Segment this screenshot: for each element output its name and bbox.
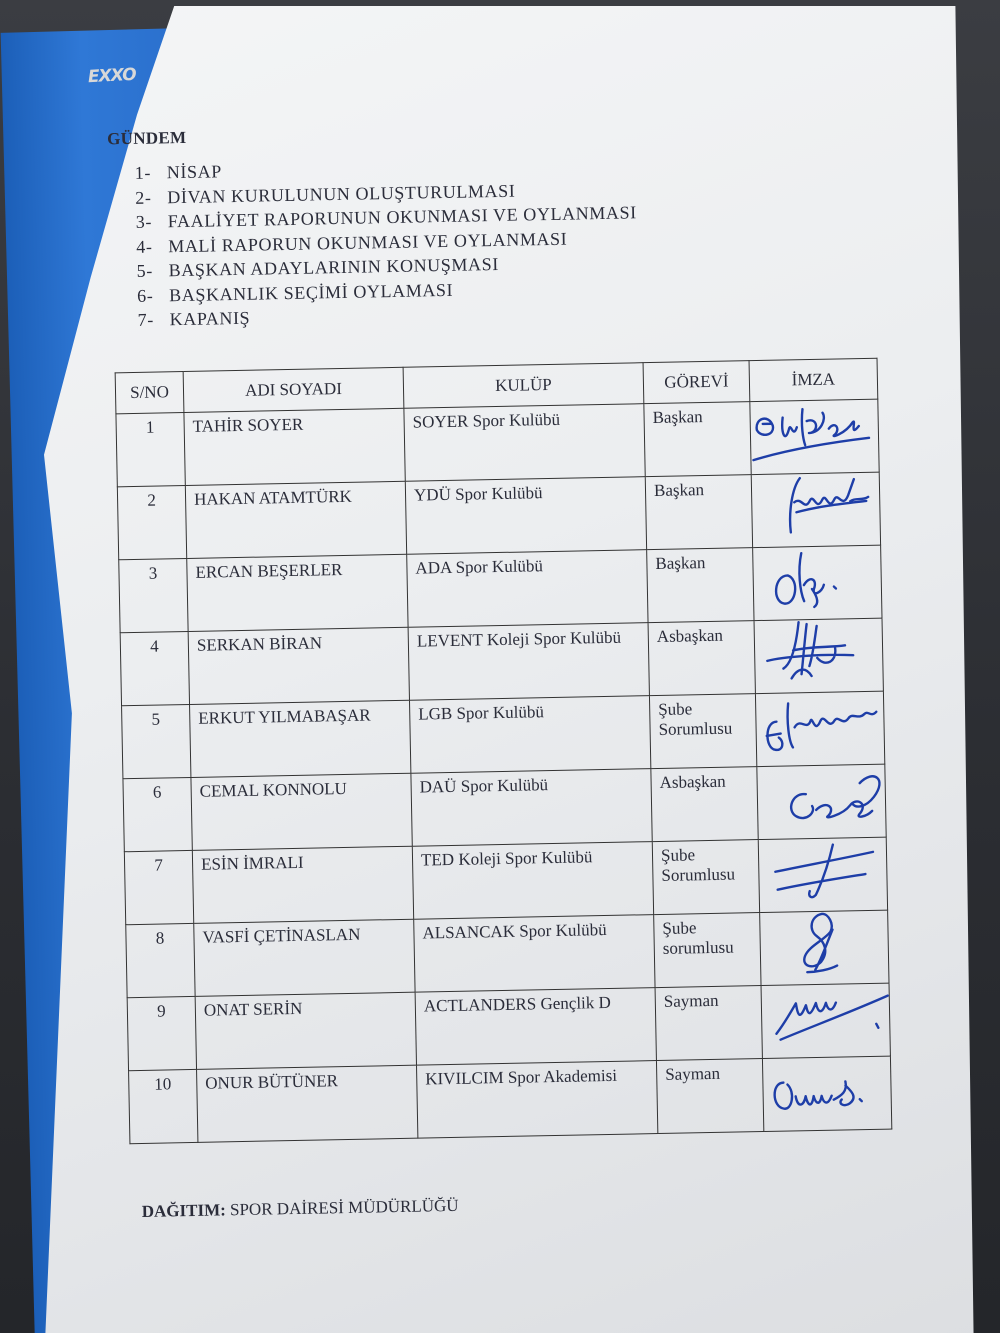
agenda-number: 1- [134, 162, 152, 183]
cell-sno: 9 [127, 996, 196, 1070]
cell-sno: 10 [129, 1069, 198, 1143]
distribution-line [142, 1196, 459, 1222]
cell-role: Şube sorumlusu [654, 913, 761, 988]
handwritten-signature [755, 763, 886, 831]
header-role: GÖREVİ [643, 361, 750, 404]
cell-club: ADA Spor Kulübü [407, 550, 648, 628]
cell-name: CEMAL KONNOLU [191, 773, 412, 850]
cell-name: ESİN İMRALI [192, 846, 413, 923]
agenda-number: 7- [137, 309, 155, 330]
cell-signature [750, 399, 879, 474]
cell-signature [755, 691, 884, 766]
agenda-number: 6- [136, 285, 154, 306]
cell-club: DAÜ Spor Kulübü [411, 769, 652, 847]
cell-club: YDÜ Spor Kulübü [405, 477, 646, 555]
cell-name: ERKUT YILMABAŞAR [190, 700, 411, 777]
cell-signature [761, 983, 890, 1058]
cell-sno: 1 [116, 413, 185, 487]
agenda-text: NİSAP [166, 161, 223, 183]
cell-name: TAHİR SOYER [184, 408, 405, 485]
cell-sno: 5 [122, 704, 191, 778]
folder-brand-logo: EXXO [87, 64, 137, 88]
handwritten-signature [761, 1055, 892, 1123]
cell-signature [758, 837, 887, 912]
cell-sno: 7 [124, 850, 193, 924]
cell-club: TED Koleji Spor Kulübü [412, 842, 653, 920]
agenda-text: BAŞKAN ADAYLARININ KONUŞMASI [168, 253, 499, 281]
agenda-number: 3- [135, 211, 153, 232]
cell-club: LEVENT Koleji Spor Kulübü [408, 623, 649, 701]
agenda-text: KAPANIŞ [169, 307, 251, 330]
cell-signature [754, 618, 883, 693]
distribution-label: DAĞITIM: [141, 1200, 226, 1221]
agenda-text: FAALİYET RAPORUNUN OKUNMASI VE OYLANMASI [167, 202, 637, 232]
agenda-text: MALİ RAPORUN OKUNMASI VE OYLANMASI [168, 228, 568, 256]
cell-name: HAKAN ATAMTÜRK [185, 481, 406, 558]
cell-sno: 8 [126, 923, 195, 997]
cell-name: ONUR BÜTÜNER [197, 1065, 418, 1142]
handwritten-signature [760, 982, 891, 1050]
cell-role: Başkan [644, 402, 751, 477]
cell-signature [751, 472, 880, 547]
cell-club: SOYER Spor Kulübü [404, 404, 645, 482]
cell-club: KIVILCIM Spor Akademisi [416, 1061, 657, 1139]
agenda-number: 5- [136, 260, 154, 281]
cell-sno: 2 [117, 486, 186, 560]
agenda-heading: GÜNDEM [106, 127, 187, 149]
handwritten-signature [750, 471, 881, 539]
agenda-list [135, 153, 639, 334]
handwritten-signature [751, 544, 882, 612]
handwritten-signature [758, 909, 889, 977]
handwritten-signature [757, 836, 888, 904]
cell-signature [760, 910, 889, 985]
cell-name: VASFİ ÇETİNASLAN [194, 919, 415, 996]
cell-club: ALSANCAK Spor Kulübü [414, 915, 655, 993]
cell-signature [762, 1056, 891, 1131]
agenda-number: 2- [135, 187, 152, 208]
agenda-number: 4- [136, 236, 153, 257]
agenda-text: BAŞKANLIK SEÇİMİ OYLAMASI [168, 279, 454, 305]
header-name: ADI SOYADI [183, 367, 404, 412]
cell-role: Başkan [645, 475, 752, 550]
handwritten-signature [748, 398, 879, 466]
cell-sno: 3 [119, 558, 188, 632]
cell-role: Şube Sorumlusu [652, 840, 759, 915]
cell-role: Sayman [655, 986, 762, 1061]
header-club: KULÜP [403, 363, 644, 409]
cell-sno: 6 [123, 777, 192, 851]
cell-role: Şube Sorumlusu [649, 694, 756, 769]
cell-role: Başkan [647, 548, 754, 623]
cell-club: ACTLANDERS Gençlik D [415, 988, 656, 1066]
cell-signature [757, 764, 886, 839]
cell-signature [753, 545, 882, 620]
cell-sno: 4 [120, 631, 189, 705]
handwritten-signature [754, 690, 885, 758]
distribution-value: SPOR DAİRESİ MÜDÜRLÜĞÜ [229, 1195, 459, 1220]
cell-name: ERCAN BEŞERLER [187, 554, 408, 631]
cell-role: Asbaşkan [651, 767, 758, 842]
cell-name: SERKAN BİRAN [188, 627, 409, 704]
cell-role: Asbaşkan [648, 621, 755, 696]
attendance-table [115, 358, 893, 1145]
cell-role: Sayman [656, 1059, 763, 1134]
handwritten-signature [752, 617, 883, 685]
header-signature: İMZA [749, 358, 878, 401]
cell-club: LGB Spor Kulübü [409, 696, 650, 774]
table-row [129, 1056, 892, 1144]
header-sno: S/NO [115, 372, 184, 414]
agenda-text: DİVAN KURULUNUN OLUŞTURULMASI [167, 180, 516, 207]
cell-name: ONAT SERİN [195, 992, 416, 1069]
